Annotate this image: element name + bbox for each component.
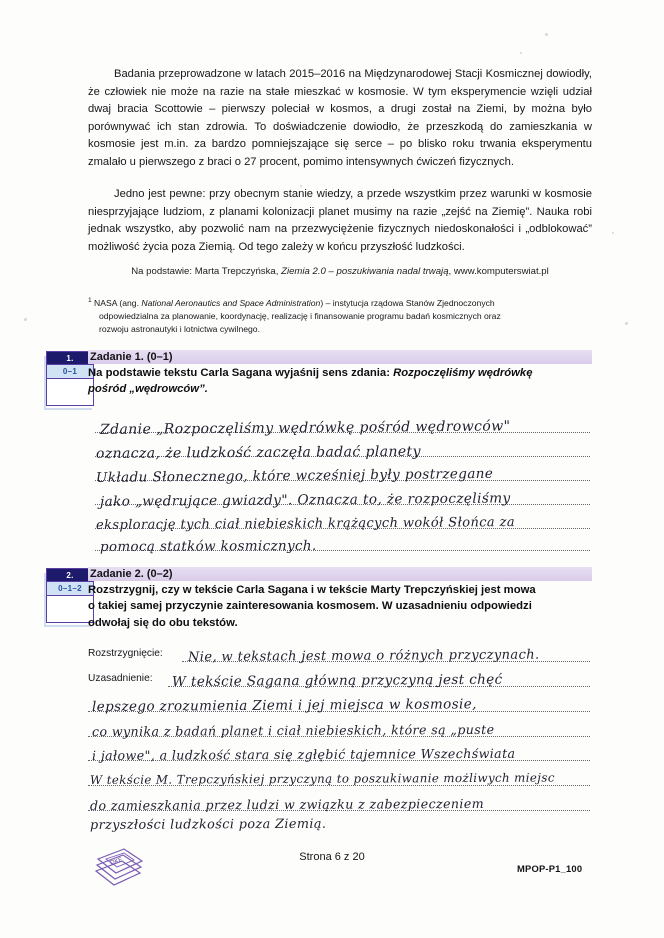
scan-speck: [612, 232, 614, 234]
task-2-answer-line[interactable]: W tekście M. Trepczyńskiej przyczyną to poszukiwanie możliwych miejsc: [89, 770, 555, 787]
task-2-prompt-line-1: Rozstrzygnij, czy w tekście Carla Sagana i w tekście Marty Trepczyńskiej jest mowa: [88, 584, 536, 596]
task-1-answer-line[interactable]: oznacza, że ludzkość zaczęła badać planety: [95, 443, 421, 462]
task-1-prompt-italic: Rozpoczęliśmy wędrówkę: [393, 367, 533, 379]
page-number-footer: Strona 6 z 20: [299, 851, 365, 863]
task-2-prompt-line-3: odwołaj się do obu tekstów.: [88, 616, 238, 629]
task-2-block: [88, 567, 592, 631]
task-1-answer-line[interactable]: Układu Słonecznego, które wcześniej były postrzegane: [95, 465, 494, 486]
scorebox-2-range[interactable]: 0–1–2: [47, 582, 93, 596]
task-2-answer-line[interactable]: i jałowe", a ludzkość stara się zgłębić tajemnice Wszechświata: [91, 745, 516, 763]
task-2-answer-line[interactable]: co wynika z badań planet i ciał niebieskich, które są „puste: [91, 721, 495, 739]
footnote-italic: National Aeronautics and Space Administration: [141, 297, 321, 308]
school-stamp-icon: [90, 843, 148, 889]
scorebox-1-number: 1.: [47, 352, 93, 365]
task-2-answer-line[interactable]: W tekście Sagana główną przyczyną jest chęć: [171, 671, 503, 690]
attribution-suffix: , www.komputerswiat.pl: [448, 266, 549, 277]
task-1-answer-line[interactable]: eksplorację tych ciał niebieskich krążących wokół Słońca za: [95, 515, 516, 533]
task-1-prompt-italic-2: pośród „wędrowców”.: [88, 383, 208, 396]
scan-speck: [545, 33, 548, 36]
task-2-prompt-line-2: o takiej samej przyczynie zainteresowania kosmosem. W uzasadnieniu odpowiedzi: [88, 600, 532, 613]
task-2-answer-line[interactable]: do zamieszkania przez ludzi w związku z zabezpieczeniem: [89, 795, 485, 813]
footnote-block: [88, 294, 592, 336]
svg-text:OKE: OKE: [109, 856, 124, 867]
task-1-answer-line[interactable]: jako „wędrujące gwiazdy". Oznacza to, że rozpoczęliśmy: [99, 490, 511, 510]
exam-code-footer: MPOP-P1_100: [517, 863, 583, 874]
footnote-part-2: ) – instytucja rządowa Stanów Zjednoczonych: [320, 297, 495, 308]
label-rozstrzygniecie: Rozstrzygnięcie:: [88, 648, 163, 659]
text-attribution: [88, 265, 592, 279]
attribution-title: Ziemia 2.0 – poszukiwania nadal trwają: [281, 266, 449, 277]
footnote-line-2: odpowiedzialna za planowanie, koordynację, realizację i finansowanie programu badań kosmicznych oraz: [99, 311, 501, 322]
attribution-prefix: Na podstawie: Marta Trepczyńska,: [131, 266, 282, 277]
scorebox-task-1[interactable]: [46, 351, 94, 406]
scan-speck: [520, 52, 522, 54]
footnote-line-3: rozwoju astronautyki i lotnictwa cywilnego.: [99, 324, 260, 335]
scorebox-1-range[interactable]: 0–1: [47, 365, 93, 379]
task-2-answer-line[interactable]: lepszego zrozumienia Ziemi i jej miejsca w kosmosie,: [91, 696, 477, 715]
task-1-answer-line[interactable]: Zdanie „Rozpoczęliśmy wędrówkę pośród wędrowców": [99, 418, 511, 438]
scan-speck: [24, 318, 27, 321]
task-2-answer-decision[interactable]: Nie, w tekstach jest mowa o różnych przyczynach.: [187, 647, 540, 665]
task-2-heading: Zadanie 2. (0–2): [88, 567, 592, 581]
reading-paragraph-2: Jedno jest pewne: przy obecnym stanie wiedzy, a przede wszystkim przez warunki w kosmosie niesprzyjające ludziom, z planami kolonizacji planet musimy na razie „zejść na Ziemię”. Nauka robi jednak wszystko, aby pozwolić nam na przezwyciężenie fizycznych niedoskonałości i „odblokować” możliwość życia poza Ziemią. Od tego zależy w końcu przyszłość ludzkości.: [88, 188, 592, 253]
footnote-line-1: [88, 294, 592, 310]
task-1-answer-line[interactable]: pomocą statków kosmicznych.: [99, 538, 317, 555]
scan-speck: [625, 322, 628, 325]
footnote-marker: 1: [88, 297, 92, 304]
footnote-part-1: NASA (ang.: [91, 297, 142, 308]
task-1-prompt-prefix: Na podstawie tekstu Carla Sagana wyjaśnij sens zdania:: [88, 367, 394, 379]
scorebox-1-empty-cell[interactable]: [47, 379, 93, 405]
task-1-block: [88, 350, 592, 398]
scorebox-2-number: 2.: [47, 569, 93, 582]
label-uzasadnienie: Uzasadnienie:: [88, 673, 153, 684]
task-1-prompt: [88, 365, 592, 398]
reading-paragraph-1: Badania przeprowadzone w latach 2015–2016 na Międzynarodowej Stacji Kosmicznej dowiodły, że człowiek nie może na razie na stałe mieszkać w kosmosie. W tym eksperymencie wzięli udział dwaj bracia Scottowie – pierwszy poleciał w kosmos, a drugi został na Ziemi, by można było porównywać ich stan zdrowia. To doświadczenie dowiodło, że przeszkodą do zamieszkania w kosmosie jest m.in. za bardzo pomniejszające się serce – po blisko roku trwania eksperymentu zmalało u pierwszego z braci o 27 procent, pomimo intensywnych ćwiczeń fizycznych.: [88, 68, 592, 168]
scorebox-2-empty-cell[interactable]: [47, 596, 93, 622]
task-1-heading: Zadanie 1. (0–1): [88, 350, 592, 364]
task-2-answer-line[interactable]: przyszłości ludzkości poza Ziemią.: [89, 816, 327, 833]
scorebox-task-2[interactable]: [46, 568, 94, 623]
task-2-prompt: [88, 582, 592, 631]
